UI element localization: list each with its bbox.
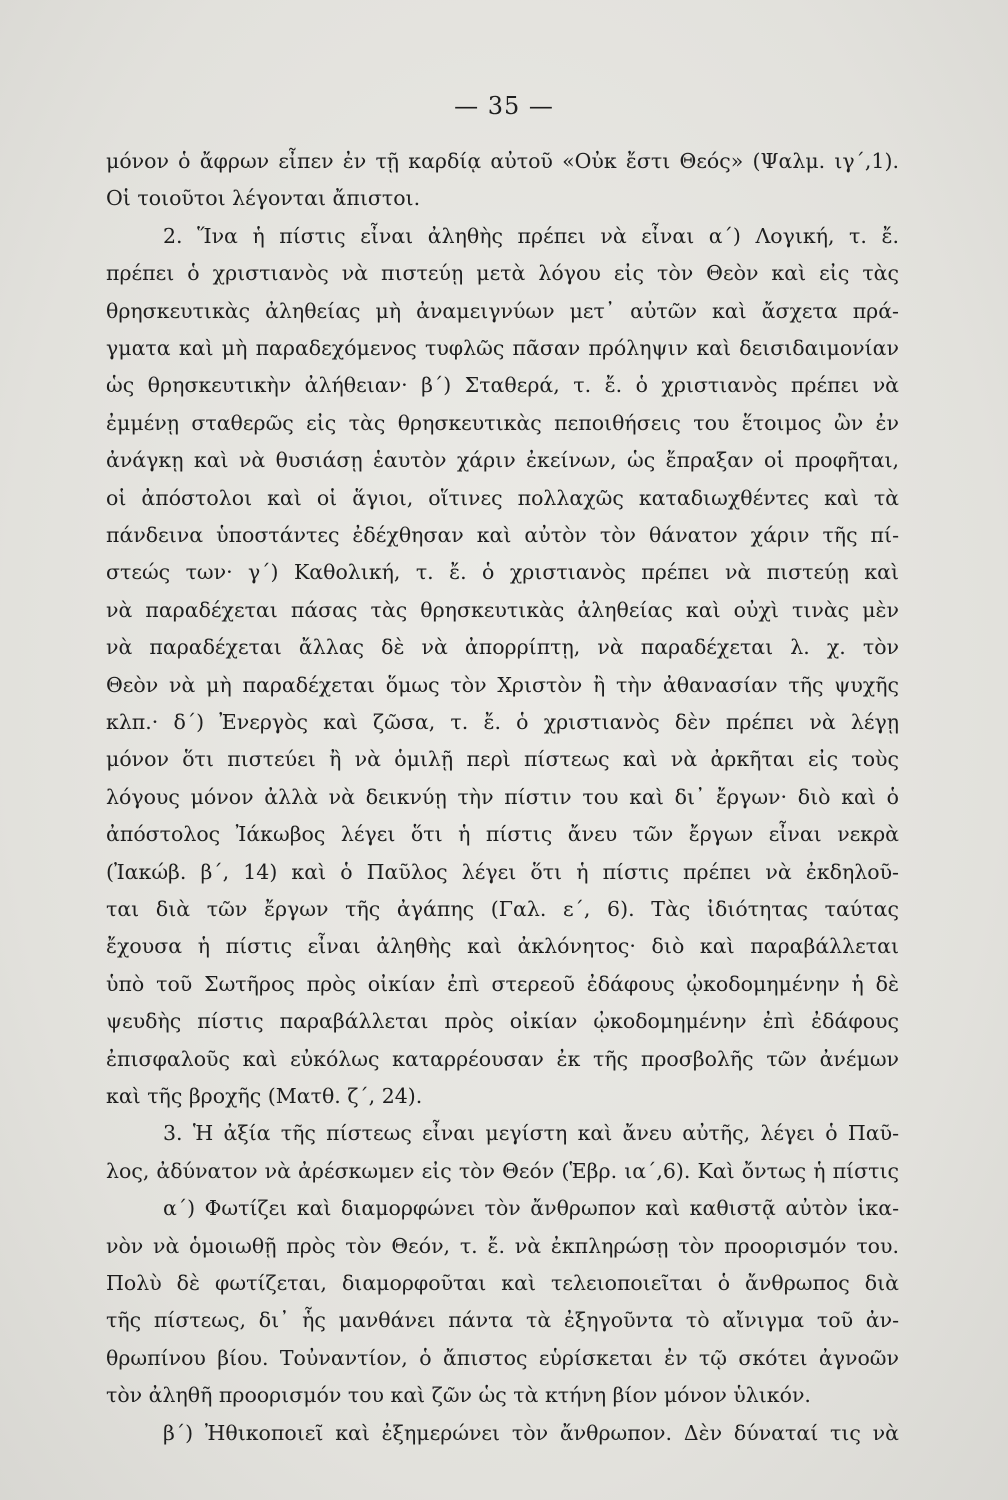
text-line: α΄) Φωτίζει καὶ διαμορφώνει τὸν ἄνθρωπον καὶ καθιστᾷ αὐτὸν ἱκα-	[163, 1196, 899, 1221]
text-line: θρησκευτικὰς ἀληθείας μὴ ἀναμειγνύων μετ᾽ αὐτῶν καὶ ἄσχετα πρά-	[106, 298, 899, 323]
text-line: νὸν νὰ ὁμοιωθῇ πρὸς τὸν Θεόν, τ. ἔ. νὰ ἐκπληρώσῃ τὸν προορισμόν του.	[106, 1233, 899, 1258]
text-line: τὸν ἀληθῆ προορισμόν του καὶ ζῶν ὡς τὰ κτήνη βίον μόνον ὑλικόν.	[106, 1383, 811, 1408]
text-line: Οἱ τοιοῦτοι λέγονται ἄπιστοι.	[106, 186, 421, 211]
text-line: 3. Ἡ ἀξία τῆς πίστεως εἶναι μεγίστη καὶ ἄνευ αὐτῆς, λέγει ὁ Παῦ-	[163, 1121, 899, 1146]
text-line: ἐμμένῃ σταθερῶς εἰς τὰς θρησκευτικὰς πεποιθήσεις του ἕτοιμος ὢν ἐν	[106, 410, 899, 435]
text-line: Θεὸν νὰ μὴ παραδέχεται ὅμως τὸν Χριστὸν ἢ τὴν ἀθανασίαν τῆς ψυχῆς	[106, 672, 899, 697]
text-line: οἱ ἀπόστολοι καὶ οἱ ἅγιοι, οἵτινες πολλαχῶς καταδιωχθέντες καὶ τὰ	[106, 485, 899, 510]
text-line: ἀπόστολος Ἰάκωβος λέγει ὅτι ἡ πίστις ἄνευ τῶν ἔργων εἶναι νεκρὰ	[106, 822, 899, 847]
text-line: θρωπίνου βίου. Τοὐναντίον, ὁ ἄπιστος εὑρίσκεται ἐν τῷ σκότει ἀγνοῶν	[106, 1345, 899, 1370]
text-line: μόνον ὁ ἄφρων εἶπεν ἐν τῇ καρδίᾳ αὐτοῦ «Οὐκ ἔστι Θεός» (Ψαλμ. ιγ΄,1).	[106, 149, 899, 173]
text-line: (Ἰακώβ. β΄, 14) καὶ ὁ Παῦλος λέγει ὅτι ἡ πίστις πρέπει νὰ ἐκδηλοῦ-	[106, 859, 899, 884]
text-line: ἐπισφαλοῦς καὶ εὐκόλως καταρρέουσαν ἐκ τῆς προσβολῆς τῶν ἀνέμων	[106, 1046, 899, 1071]
text-line: β΄) Ἠθικοποιεῖ καὶ ἐξημερώνει τὸν ἄνθρωπον. Δὲν δύναταί τις νὰ	[163, 1420, 899, 1445]
text-line: πρέπει ὁ χριστιανὸς νὰ πιστεύῃ μετὰ λόγου εἰς τὸν Θεὸν καὶ εἰς τὰς	[106, 261, 899, 286]
text-line: γματα καὶ μὴ παραδεχόμενος τυφλῶς πᾶσαν πρόληψιν καὶ δεισιδαιμονίαν	[106, 336, 899, 360]
text-line: στεώς των· γ΄) Καθολική, τ. ἔ. ὁ χριστιανὸς πρέπει νὰ πιστεύῃ καὶ	[106, 560, 899, 585]
text-line: ψευδὴς πίστις παραβάλλεται πρὸς οἰκίαν ᾠκοδομημένην ἐπὶ ἐδάφους	[106, 1009, 899, 1034]
text-line: ὡς θρησκευτικὴν ἀλήθειαν· β΄) Σταθερά, τ. ἔ. ὁ χριστιανὸς πρέπει νὰ	[106, 373, 899, 398]
text-line: ὑπὸ τοῦ Σωτῆρος πρὸς οἰκίαν ἐπὶ στερεοῦ ἐδάφους ᾠκοδομημένην ἡ δὲ	[106, 971, 899, 996]
text-line: ἔχουσα ἡ πίστις εἶναι ἀληθὴς καὶ ἀκλόνητος· διὸ καὶ παραβάλλεται	[106, 934, 899, 959]
text-line: καὶ τῆς βροχῆς (Ματθ. ζ΄, 24).	[106, 1084, 423, 1108]
text-line: πάνδεινα ὑποστάντες ἐδέχθησαν καὶ αὐτὸν τὸν θάνατον χάριν τῆς πί-	[106, 523, 899, 547]
text-line: τῆς πίστεως, δι᾽ ἧς μανθάνει πάντα τὰ ἐξηγοῦντα τὸ αἴνιγμα τοῦ ἀν-	[106, 1308, 899, 1333]
text-line: λος, ἀδύνατον νὰ ἀρέσκωμεν εἰς τὸν Θεόν (Ἑβρ. ια΄,6). Καὶ ὄντως ἡ πίστις	[106, 1158, 899, 1183]
text-line: μόνον ὅτι πιστεύει ἢ νὰ ὁμιλῇ περὶ πίστεως καὶ νὰ ἀρκῆται εἰς τοὺς	[106, 747, 899, 772]
text-line: νὰ παραδέχεται πάσας τὰς θρησκευτικὰς ἀληθείας καὶ οὐχὶ τινὰς μὲν	[106, 597, 899, 622]
text-line: ἀνάγκῃ καὶ νὰ θυσιάσῃ ἑαυτὸν χάριν ἐκείνων, ὡς ἔπραξαν οἱ προφῆται,	[106, 448, 899, 473]
text-line: ται διὰ τῶν ἔργων τῆς ἀγάπης (Γαλ. ε΄, 6). Τὰς ἰδιότητας ταύτας	[106, 897, 899, 921]
text-line: νὰ παραδέχεται ἄλλας δὲ νὰ ἀπορρίπτῃ, νὰ παραδέχεται λ. χ. τὸν	[106, 635, 899, 660]
text-line: 2. Ἵνα ἡ πίστις εἶναι ἀληθὴς πρέπει νὰ εἶναι α΄) Λογική, τ. ἔ.	[163, 223, 899, 248]
text-line: λόγους μόνον ἀλλὰ νὰ δεικνύῃ τὴν πίστιν του καὶ δι᾽ ἔργων· διὸ καὶ ὁ	[106, 784, 899, 809]
page-number: — 35 —	[454, 92, 554, 120]
text-line: Πολὺ δὲ φωτίζεται, διαμορφοῦται καὶ τελειοποιεῖται ὁ ἄνθρωπος διὰ	[106, 1271, 899, 1295]
text-line: κλπ.· δ΄) Ἐνεργὸς καὶ ζῶσα, τ. ἔ. ὁ χριστιανὸς δὲν πρέπει νὰ λέγῃ	[106, 710, 899, 734]
